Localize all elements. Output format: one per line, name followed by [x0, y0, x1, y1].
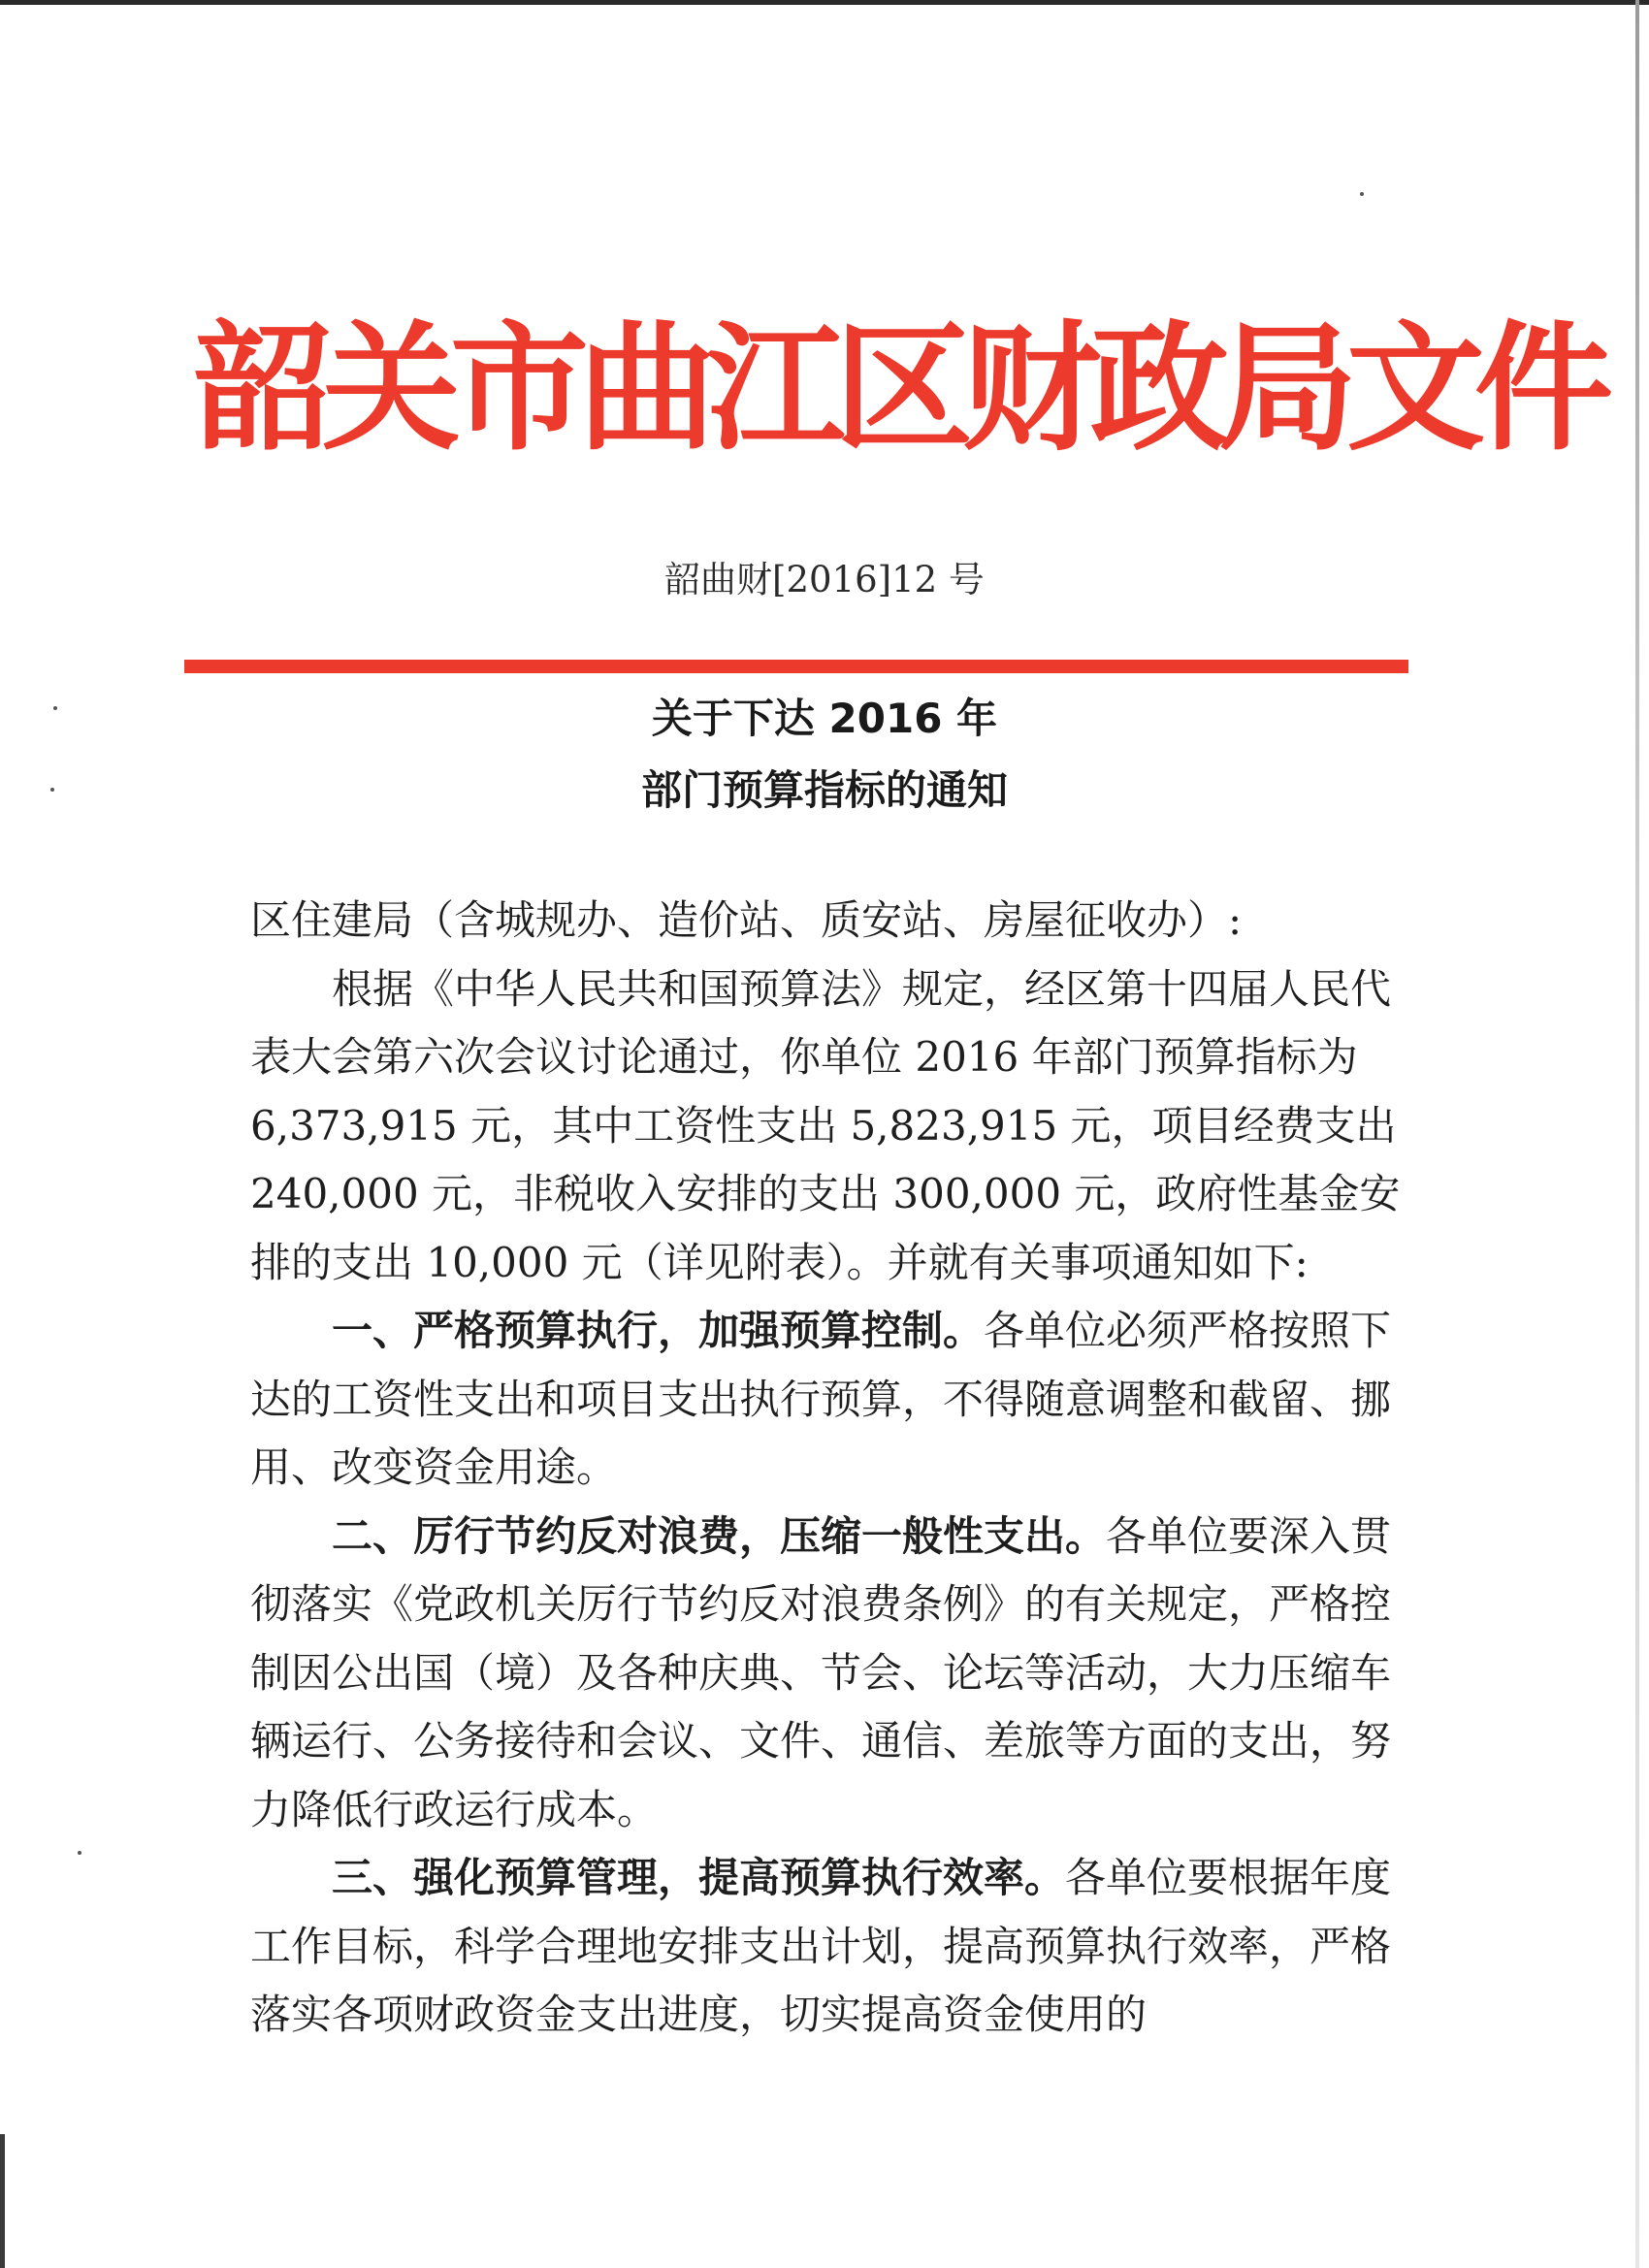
scan-speck — [1360, 192, 1364, 196]
intro-paragraph: 根据《中华人民共和国预算法》规定，经区第十四届人民代表大会第六次会议讨论通过，你单位 2016 年部门预算指标为 6,373,915 元，其中工资性支出 5,823,915 元，项目经费支出 240,000 元，非税收入安排的支出 300,000 元，政府性基金安排的支出 10,000 元（详见附表）。并就有关事项通知如下: — [250, 964, 1401, 1286]
section-text-1: 各单位必须严格按照下达的工资性支出和项目支出执行预算，不得随意调整和截留、挪用、改变资金用途。 — [250, 1307, 1392, 1491]
section-heading-3: 三、强化预算管理，提高预算执行效率。 — [332, 1854, 1066, 1901]
scan-speck — [53, 706, 57, 710]
section-paragraph-1 — [250, 1297, 1424, 1503]
section-heading-1: 一、严格预算执行，加强预算控制。 — [332, 1307, 985, 1354]
scan-right-edge — [1635, 0, 1639, 2268]
notice-body — [250, 887, 1424, 2050]
scan-top-edge — [0, 0, 1649, 5]
section-paragraph-2 — [250, 1503, 1424, 1845]
notice-title-line-2: 部门预算指标的通知 — [640, 766, 1008, 814]
red-divider-rule — [184, 660, 1408, 673]
section-paragraph-3 — [250, 1844, 1424, 2050]
scan-left-edge — [0, 2134, 5, 2268]
scan-speck — [50, 788, 54, 792]
section-text-3: 各单位要根据年度工作目标，科学合理地安排支出计划，提高预算执行效率，严格落实各项财政资金支出进度，切实提高资金使用的 — [250, 1854, 1392, 2038]
scan-speck — [78, 1851, 81, 1855]
section-heading-2: 二、厉行节约反对浪费，压缩一般性支出。 — [332, 1511, 1107, 1560]
section-text-2: 各单位要深入贯彻落实《党政机关厉行节约反对浪费条例》的有关规定，严格控制因公出国（境）及各种庆典、节会、论坛等活动，大力压缩车辆运行、公务接待和会议、文件、通信、差旅等方面的支出，努力降低行政运行成本。 — [250, 1511, 1392, 1833]
notice-title-line-1: 关于下达 2016 年 — [651, 695, 998, 742]
document-number: 韶曲财[2016]12 号 — [664, 559, 985, 600]
document-masthead: 韶关市曲江区财政局文件 — [194, 307, 1602, 470]
addressee: 区住建局（含城规办、造价站、质安站、房屋征收办）: — [250, 896, 1243, 944]
